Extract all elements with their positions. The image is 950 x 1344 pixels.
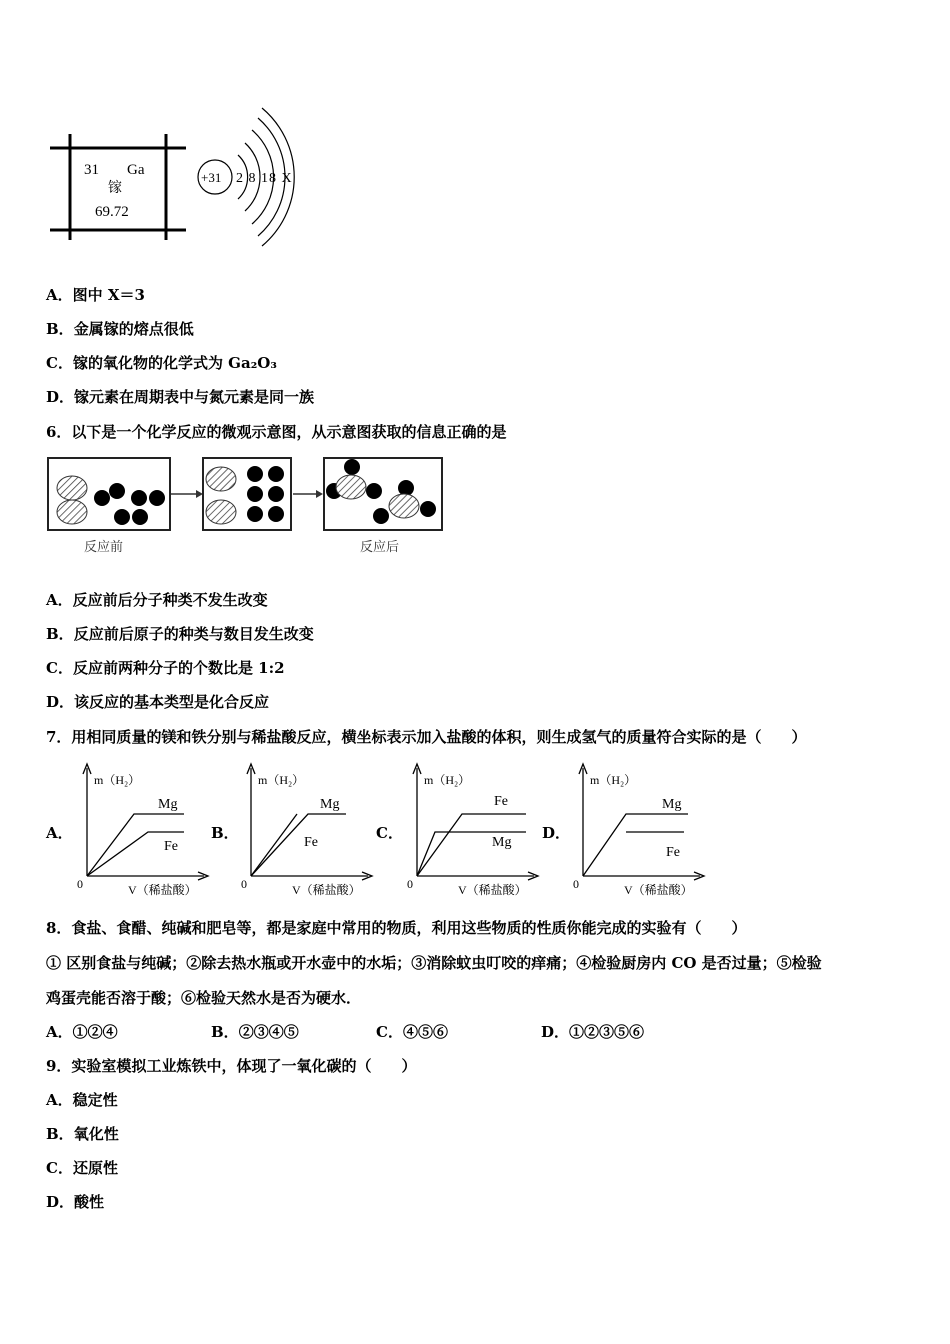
option-label: A．: [46, 1091, 73, 1109]
option-text: ②③④⑤: [238, 1023, 299, 1041]
option-text: 还原性: [72, 1159, 118, 1177]
option-text: ④⑤⑥: [402, 1023, 448, 1041]
q8-line1: ① 区别食盐与纯碱；②除去热水瓶或开水壶中的水垢；③消除蚊虫叮咬的痒痛；④检验厨房内 CO 是否过量；⑤检验: [46, 954, 822, 972]
option-label: B．: [46, 320, 74, 338]
graph-b: [236, 760, 376, 900]
option-label: C．: [46, 354, 73, 372]
svg-text:m（H₂）: m（H₂）: [424, 773, 471, 787]
q6-option-c: [46, 658, 285, 678]
q5-option-a: [46, 285, 145, 305]
q8-option-c: [376, 1022, 448, 1042]
graph-a-label: A．: [46, 824, 73, 842]
option-label: D．: [46, 693, 75, 711]
element-mass: 69.72: [95, 204, 129, 220]
option-text: 金属镓的熔点很低: [73, 320, 194, 338]
graph-d-label: D．: [542, 824, 571, 842]
svg-text:Mg: Mg: [662, 797, 682, 812]
option-text: 酸性: [74, 1193, 105, 1211]
q8-option-b: [211, 1022, 299, 1042]
svg-text:Mg: Mg: [492, 835, 512, 850]
q5-option-d: [46, 387, 314, 407]
option-text: 反应前后原子的种类与数目发生改变: [73, 625, 314, 643]
caption-before: 反应前: [84, 540, 124, 555]
q9-stem: 9．实验室模拟工业炼铁中，体现了一氧化碳的（ ）: [46, 1057, 417, 1075]
q8-option-d: [541, 1022, 644, 1042]
electron-shells: 2 8 18 X: [236, 171, 293, 186]
svg-text:m（H₂）: m（H₂）: [94, 773, 141, 787]
option-label: A．: [46, 286, 73, 304]
q6-option-a: [46, 590, 268, 610]
q8-option-a: [46, 1022, 118, 1042]
q5-option-b: [46, 319, 194, 339]
q5-option-c: [46, 353, 277, 373]
svg-text:Fe: Fe: [164, 839, 178, 854]
option-text: 稳定性: [72, 1091, 118, 1109]
option-label: C．: [46, 659, 73, 677]
option-label: B．: [211, 1023, 239, 1041]
q6-option-b: [46, 624, 314, 644]
nucleus-charge: +31: [201, 170, 222, 185]
element-card-figure: [40, 100, 320, 255]
option-label: D．: [46, 388, 75, 406]
svg-text:Mg: Mg: [158, 797, 178, 812]
option-label: A．: [46, 591, 73, 609]
graph-d: [568, 760, 708, 900]
svg-text:0: 0: [241, 877, 247, 891]
option-text: 反应前两种分子的个数比是 1:2: [72, 659, 285, 677]
svg-text:m（H₂）: m（H₂）: [590, 773, 637, 787]
svg-text:0: 0: [77, 877, 83, 891]
element-name: 镓: [108, 180, 122, 196]
svg-text:m（H₂）: m（H₂）: [258, 773, 305, 787]
svg-text:Fe: Fe: [666, 845, 680, 860]
q6-stem: 6．以下是一个化学反应的微观示意图，从示意图获取的信息正确的是: [46, 423, 507, 441]
q8-stem: 8．食盐、食醋、纯碱和肥皂等，都是家庭中常用的物质，利用这些物质的性质你能完成的实验有（ ）: [46, 919, 747, 937]
graph-a: [72, 760, 212, 900]
svg-text:0: 0: [407, 877, 413, 891]
graph-c-label: C．: [376, 824, 403, 842]
option-label: A．: [46, 1023, 73, 1041]
caption-after: 反应后: [360, 540, 400, 555]
option-label: D．: [541, 1023, 570, 1041]
option-text: ①②③⑤⑥: [569, 1023, 645, 1041]
q8-line2: 鸡蛋壳能否溶于酸；⑥检验天然水是否为硬水．: [46, 989, 362, 1007]
element-number: 31: [84, 162, 99, 178]
option-label: B．: [46, 625, 74, 643]
svg-text:V（稀盐酸）: V（稀盐酸）: [128, 883, 197, 897]
svg-text:Fe: Fe: [304, 835, 318, 850]
option-label: D．: [46, 1193, 75, 1211]
svg-text:Mg: Mg: [320, 797, 340, 812]
option-text: 镓的氧化物的化学式为 Ga₂O₃: [72, 354, 277, 372]
option-text: 镓元素在周期表中与氮元素是同一族: [74, 388, 315, 406]
reaction-diagram: [44, 454, 446, 559]
svg-text:0: 0: [573, 877, 579, 891]
option-label: B．: [46, 1125, 74, 1143]
graph-b-label: B．: [211, 824, 239, 842]
element-symbol: Ga: [127, 162, 145, 178]
option-label: C．: [376, 1023, 403, 1041]
option-text: 该反应的基本类型是化合反应: [74, 693, 270, 711]
option-text: ①②④: [72, 1023, 118, 1041]
option-text: 图中 X＝3: [72, 286, 145, 304]
q9-option-c: [46, 1158, 118, 1178]
option-text: 反应前后分子种类不发生改变: [72, 591, 268, 609]
svg-text:Fe: Fe: [494, 794, 508, 809]
svg-text:V（稀盐酸）: V（稀盐酸）: [292, 883, 361, 897]
svg-text:V（稀盐酸）: V（稀盐酸）: [458, 883, 527, 897]
q6-option-d: [46, 692, 269, 712]
svg-text:V（稀盐酸）: V（稀盐酸）: [624, 883, 693, 897]
q9-option-d: [46, 1192, 104, 1212]
option-text: 氧化性: [73, 1125, 119, 1143]
q9-option-b: [46, 1124, 119, 1144]
q7-stem: 7．用相同质量的镁和铁分别与稀盐酸反应，横坐标表示加入盐酸的体积，则生成氢气的质量符合实际的是（ ）: [46, 728, 807, 746]
q9-option-a: [46, 1090, 118, 1110]
option-label: C．: [46, 1159, 73, 1177]
graph-c: [402, 760, 542, 900]
